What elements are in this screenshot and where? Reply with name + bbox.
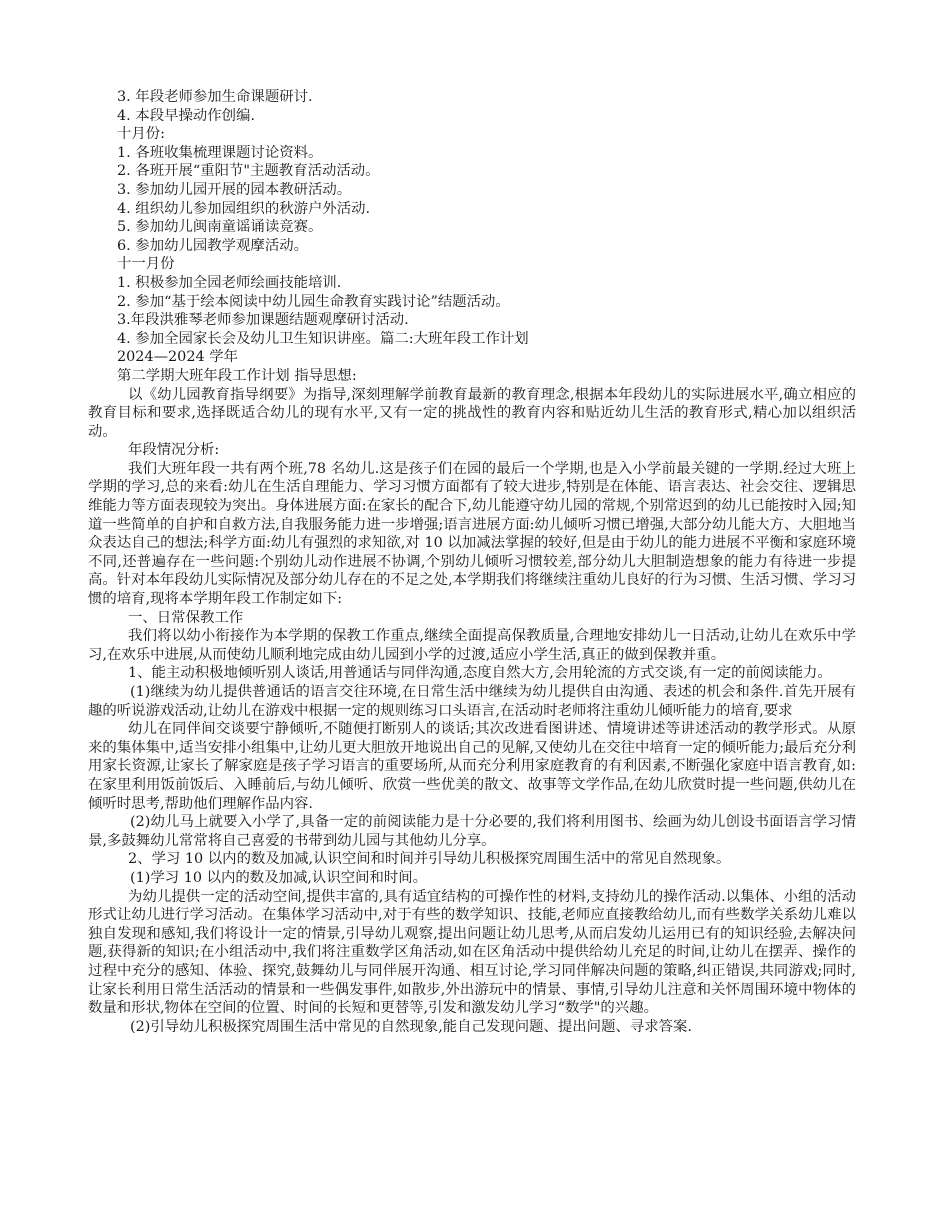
paragraph: 我们将以幼小衔接作为本学期的保教工作重点,继续全面提高保教质量,合理地安排幼儿一日活动,让幼儿在欢乐中学习,在欢乐中进展,从而使幼儿顺利地完成由幼儿园到小学的过渡,适应小学生活,真正的做到保教并重。 bbox=[88, 628, 856, 663]
paragraph: (1)学习 10 以内的数及加减,认识空间和时间。 bbox=[130, 869, 428, 886]
document-body bbox=[88, 88, 856, 1036]
paragraph: 为幼儿提供一定的活动空间,提供丰富的,具有适宜结构的可操作性的材料,支持幼儿的操作活动.以集体、小组的活动形式让幼儿进行学习活动。在集体学习活动中,对于有些的数学知识、技能,老师应直接教给幼儿,而有些数学关系幼儿难以独自发现和感知,我们将设计一定的情景,引导幼儿观察,提出问题让幼儿思考,从而启发幼儿运用已有的知识经验,去解决问题,获得新的知识;在小组活动中,我们将注重数学区角活动,如在区角活动中提供给幼儿充足的时间,让幼儿在摆弄、操作的过程中充分的感知、体验、探究,鼓舞幼儿与同伴展开沟通、相互讨论,学习同伴解决问题的策略,纠正错误,共同游戏;同时,让家长利用日常生活活动的情景和一些偶发事件,如散步,外出游玩中的情景、事情,引导幼儿注意和关怀周围环境中物体的数量和形状,物体在空间的位置、时间的长短和更替等,引发和激发幼儿学习“数学"的兴趣。 bbox=[88, 888, 856, 1017]
section-heading: 十一月份 bbox=[117, 256, 175, 273]
list-item: 6. 参加幼儿园教学观摩活动。 bbox=[117, 237, 308, 254]
list-item: 5. 参加幼儿闽南童谣诵读竞赛。 bbox=[117, 219, 323, 236]
paragraph: 我们大班年段一共有两个班,78 名幼儿.这是孩子们在园的最后一个学期,也是入小学前最关键的一学期.经过大班上学期的学习,总的来看:幼儿在生活自理能力、学习习惯方面都有了较大进步,特别是在体能、语言表达、社会交往、逻辑思维能力等方面表现较为突出。身体进展方面:在家长的配合下,幼儿能遵守幼儿园的常规,个别常迟到的幼儿已能按时入园;知道一些简单的自护和自救方法,自我服务能力进一步增强;语言进展方面:幼儿倾听习惯已增强,大部分幼儿能大方、大胆地当众表达自己的想法;科学方面:幼儿有强烈的求知欲,对 10 以加减法掌握的较好,但是由于幼儿的能力进展不平衡和家庭环境不同,还普遍存在一些问题:个别幼儿动作进展不协调,个别幼儿倾听习惯较差,部分幼儿大胆制造想象的能力有待进一步提高。针对本年段幼儿实际情况及部分幼儿存在的不足之处,本学期我们将继续注重幼儿良好的行为习惯、生活习惯、学习习惯的培育,现将本学期年段工作制定如下: bbox=[88, 460, 856, 608]
paragraph: (2)幼儿马上就要入小学了,具备一定的前阅读能力是十分必要的,我们将利用图书、绘画为幼儿创设书面语言学习情景,多鼓舞幼儿常常将自己喜爱的书带到幼儿园与其他幼儿分享。 bbox=[88, 814, 856, 849]
list-item: 2. 参加“基于绘本阅读中幼儿园生命教育实践讨论”结题活动。 bbox=[117, 293, 510, 310]
paragraph: 2、学习 10 以内的数及加减,认识空间和时间并引导幼儿积极探究周围生活中的常见自然现象。 bbox=[128, 851, 731, 868]
paragraph: 以《幼儿园教育指导纲要》为指导,深刻理解学前教育最新的教育理念,根据本年段幼儿的实际进展水平,确立相应的教育目标和要求,选择既适合幼儿的现有水平,又有一定的挑战性的教育内容和贴近幼儿生活的教育形式,精心加以组织活动。 bbox=[88, 386, 856, 440]
plan-title: 第二学期大班年段工作计划 指导思想: bbox=[117, 367, 357, 384]
list-item: 1. 积极参加全园老师绘画技能培训. bbox=[117, 274, 342, 291]
section-heading: 一、日常保教工作 bbox=[128, 609, 244, 626]
school-year: 2024—2024 学年 bbox=[117, 349, 238, 366]
list-item: 4. 组织幼儿参加园组织的秋游户外活动. bbox=[117, 200, 371, 217]
list-item: 4. 本段早操动作创编. bbox=[117, 107, 256, 124]
section-heading: 十月份: bbox=[117, 126, 166, 143]
list-item: 1. 各班收集梳理课题讨论资料。 bbox=[117, 144, 323, 161]
list-item: 2. 各班开展“重阳节"主题教育活动活动。 bbox=[117, 163, 380, 180]
list-item: 3. 年段老师参加生命课题研讨. bbox=[117, 89, 313, 105]
paragraph: (2)引导幼儿积极探究周围生活中常见的自然现象,能自己发现问题、提出问题、寻求答案. bbox=[130, 1018, 692, 1035]
list-item: 3. 参加幼儿园开展的园本教研活动。 bbox=[117, 181, 352, 198]
paragraph: 1、能主动积极地倾听别人谈话,用普通话与同伴沟通,态度自然大方,会用轮流的方式交谈,有一定的前阅读能力。 bbox=[128, 665, 832, 682]
list-item: 4. 参加全园家长会及幼儿卫生知识讲座。篇二:大班年段工作计划 bbox=[117, 330, 529, 347]
paragraph: (1)继续为幼儿提供普通话的语言交往环境,在日常生活中继续为幼儿提供自由沟通、表述的机会和条件.首先开展有趣的听说游戏活动,让幼儿在游戏中根据一定的规则练习口头语言,在活动时老师将注重幼儿倾听能力的培育,要求 bbox=[88, 684, 856, 719]
list-item: 3.年段洪雅琴老师参加课题结题观摩研讨活动. bbox=[117, 312, 409, 329]
paragraph: 幼儿在同伴间交谈要宁静倾听,不随便打断别人的谈话;其次改进看图讲述、情境讲述等讲述活动的教学形式。从原来的集体集中,适当安排小组集中,让幼儿更大胆放开地说出自己的见解,又使幼儿在交往中培育一定的倾听能力;最后充分利用家长资源,让家长了解家庭是孩子学习语言的重要场所,从而充分利用家庭教育的有利因素,不断强化家庭中语言教育,如:在家里利用饭前饭后、入睡前后,与幼儿倾听、欣赏一些优美的散文、故事等文学作品,在幼儿欣赏时提一些问题,供幼儿在倾听时思考,帮助他们理解作品内容. bbox=[88, 721, 856, 812]
section-heading: 年段情况分析: bbox=[128, 442, 220, 459]
